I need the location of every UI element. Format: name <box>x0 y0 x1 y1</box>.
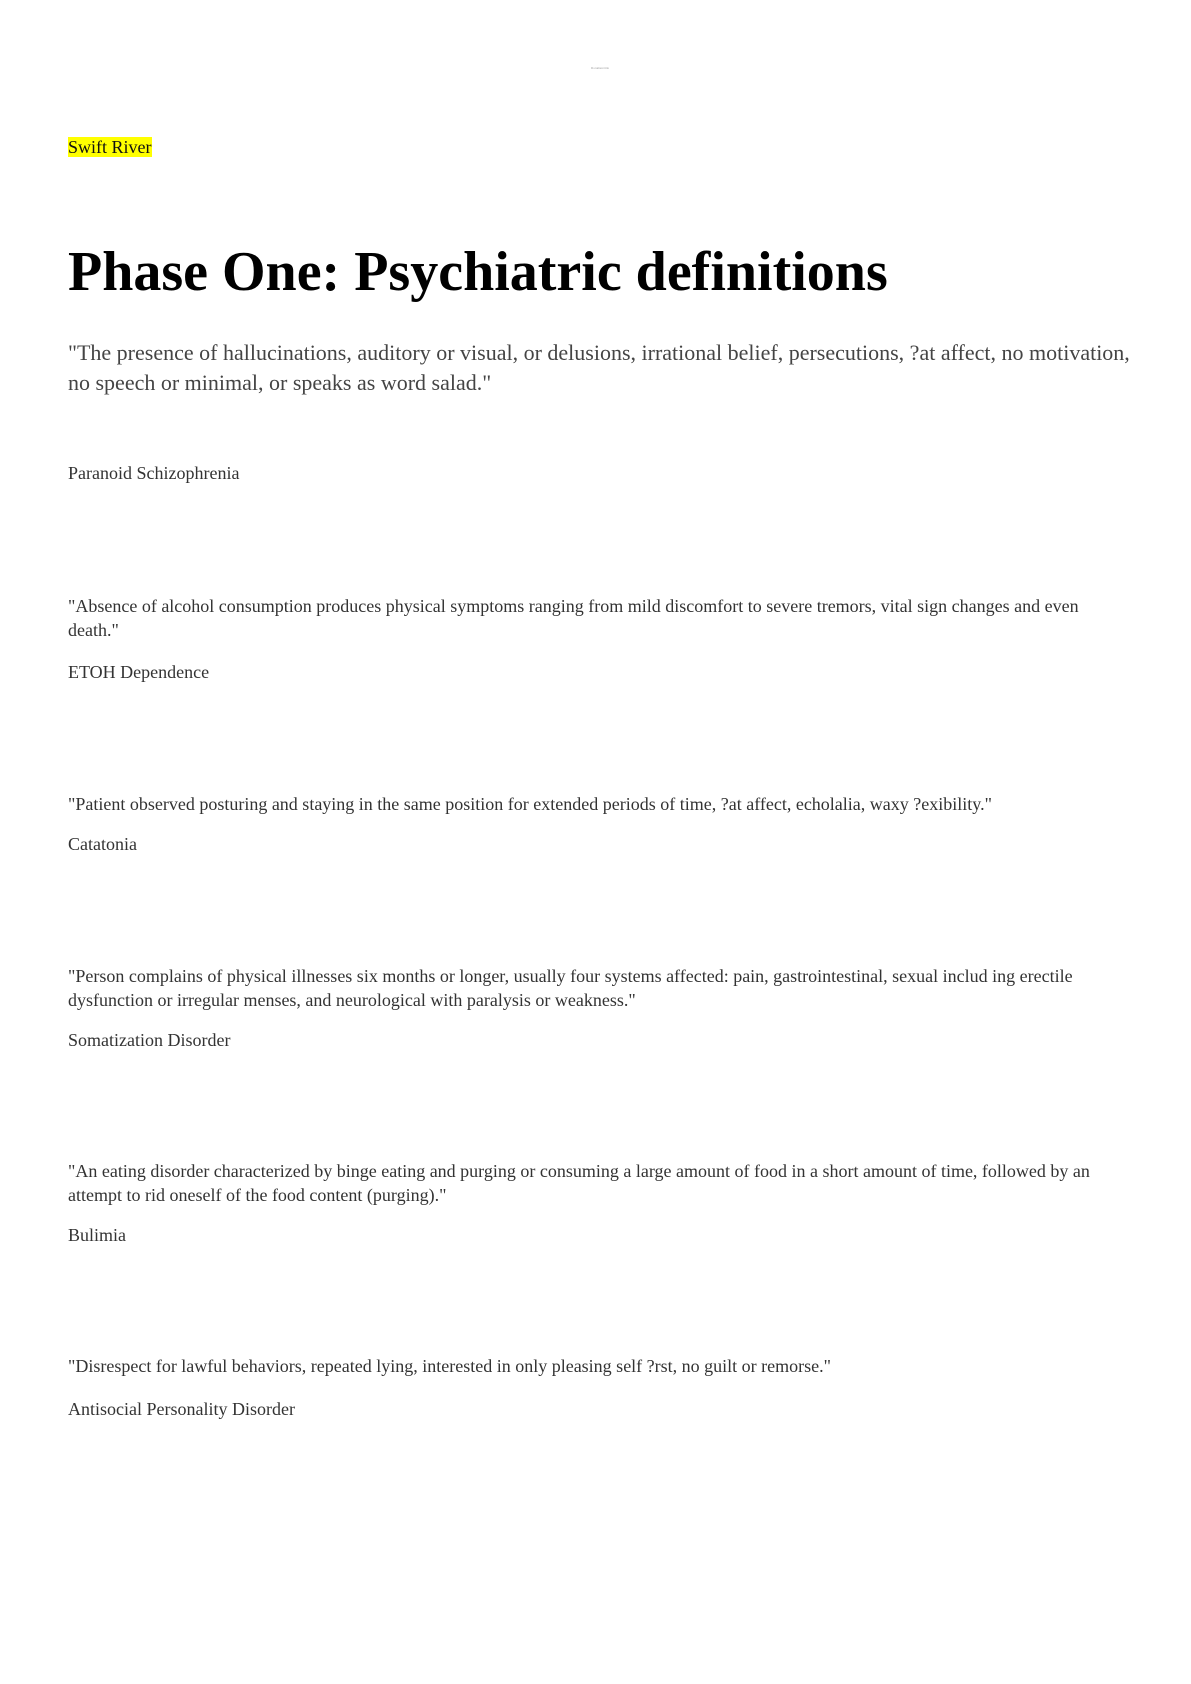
card-answer: Paranoid Schizophrenia <box>68 463 240 483</box>
card-answer: Somatization Disorder <box>68 1030 231 1050</box>
card-answer: Bulimia <box>68 1225 126 1245</box>
page-title: Phase One: Psychiatric definitions <box>68 241 888 303</box>
card-question: "Patient observed posturing and staying in the same position for extended periods of time, ?at affect, echolalia, waxy ?exibility." <box>68 794 992 814</box>
highlighted-label <box>68 136 152 158</box>
card-question: "An eating disorder characterized by binge eating and purging or consuming a large amount of food in a short amount of time, followed by an attempt to rid oneself of the food content (purging)." <box>68 1161 1090 1205</box>
card-question: "Disrespect for lawful behaviors, repeated lying, interested in only pleasing self ?rst, no guilt or remorse." <box>68 1356 831 1376</box>
highlighted-label-text: Swift River <box>68 137 152 157</box>
card-question: "Absence of alcohol consumption produces physical symptoms ranging from mild discomfort to severe tremors, vital sign changes and even death." <box>68 596 1079 640</box>
card-answer: ETOH Dependence <box>68 662 210 682</box>
card-question: "Person complains of physical illnesses six months or longer, usually four systems affected: pain, gastrointestinal, sexual includ ing erectile dysfunction or irregular menses, and neurological with paralysis or weakness." <box>68 966 1073 1010</box>
page-header-text: Document title <box>591 66 609 70</box>
card-answer: Antisocial Personality Disorder <box>68 1399 295 1419</box>
card-question: "The presence of hallucinations, auditory or visual, or delusions, irrational belief, persecutions, ?at affect, no motivation, no speech or minimal, or speaks as word salad." <box>68 340 1130 395</box>
card-answer: Catatonia <box>68 834 137 854</box>
